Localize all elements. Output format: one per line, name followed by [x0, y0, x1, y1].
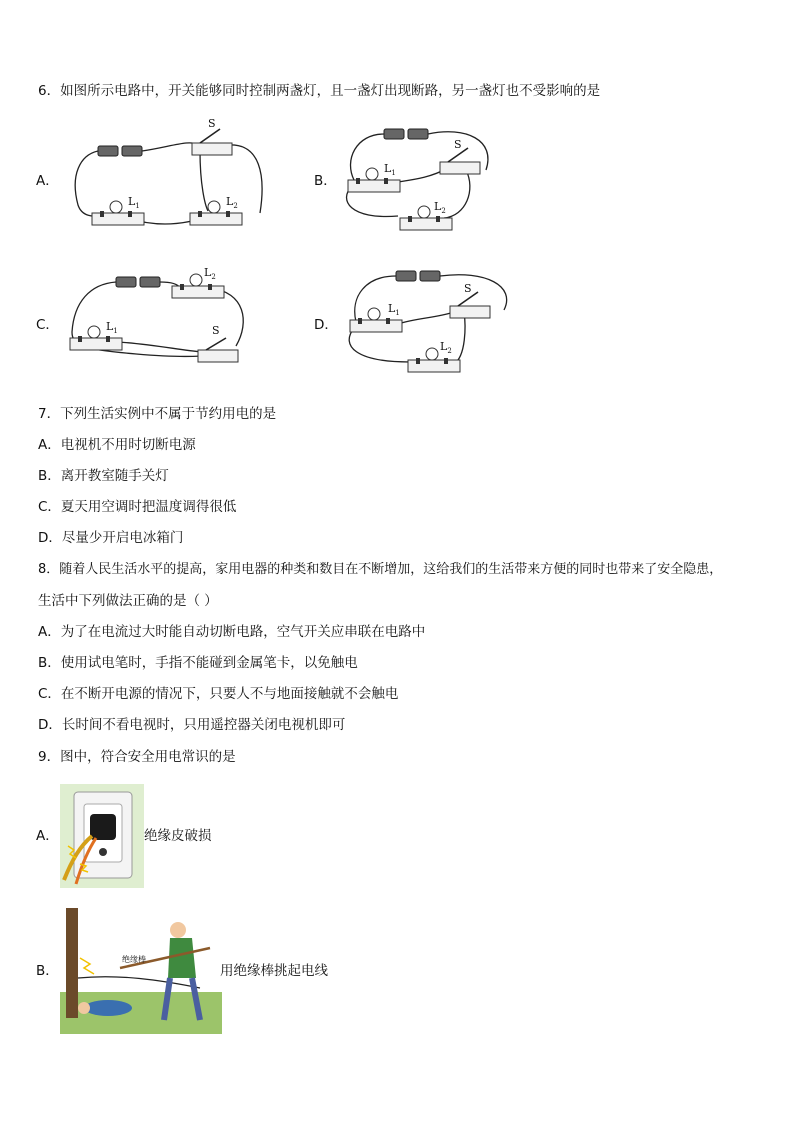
q6-circuit-d [336, 266, 516, 376]
rescue-insulating-rod-picture [60, 908, 222, 1034]
q8-option-c: C．在不断开电源的情况下，只要人不与地面接触就不会触电 [38, 686, 399, 702]
svg-text:S: S [212, 324, 220, 337]
q9-option-b-caption: 用绝缘棒挑起电线 [220, 963, 328, 979]
svg-text:L2: $L_2$ [440, 340, 452, 355]
insulating-rod-label: 绝缘棒 [122, 955, 146, 964]
q8-stem-line2: 生活中下列做法正确的是（ ） [38, 593, 218, 609]
q8-option-b: B．使用试电笔时，手指不能碰到金属笔卡，以免触电 [38, 655, 358, 671]
svg-text:L2: $L_2$ [434, 200, 446, 215]
q9-option-b-label: B． [36, 963, 59, 979]
svg-text:S: S [464, 282, 472, 295]
svg-text:L2: $L_2$ [204, 266, 216, 281]
svg-text:S: S [454, 138, 462, 151]
q9-option-a-label: A． [36, 828, 59, 844]
socket-damaged-insulation-picture [60, 784, 144, 888]
svg-text:L2: $L_2$ [226, 195, 238, 210]
q9-option-a-caption: 绝缘皮破损 [144, 828, 212, 844]
q7-stem: 7．下列生活实例中不属于节约用电的是 [38, 406, 277, 422]
q7-option-b: B．离开教室随手关灯 [38, 468, 169, 484]
svg-text:L1: $L_1$ [384, 162, 396, 177]
q8-option-d: D．长时间不看电视时，只用遥控器关闭电视机即可 [38, 717, 346, 733]
q6-option-a-label: A． [36, 173, 59, 189]
q6-option-d-label: D． [314, 317, 338, 333]
q6-option-c-label: C． [36, 317, 59, 333]
svg-text:L1: $L_1$ [106, 320, 118, 335]
q6-circuit-b [336, 120, 506, 235]
q8-option-a: A．为了在电流过大时能自动切断电路，空气开关应串联在电路中 [38, 624, 426, 640]
q7-option-d: D．尽量少开启电冰箱门 [38, 530, 184, 546]
q7-option-a: A．电视机不用时切断电源 [38, 437, 196, 453]
q8-stem-line1: 8．随着人民生活水平的提高，家用电器的种类和数目在不断增加，这给我们的生活带来方便的同时也带来了安全隐患， [38, 562, 723, 577]
q9-stem: 9．图中，符合安全用电常识的是 [38, 749, 236, 765]
q6-circuit-a [60, 115, 280, 240]
switch-label: S [208, 117, 216, 130]
q6-option-b-label: B． [314, 173, 337, 189]
q6-stem: 6．如图所示电路中，开关能够同时控制两盏灯，且一盏灯出现断路，另一盏灯也不受影响的是 [38, 83, 601, 99]
q7-option-c: C．夏天用空调时把温度调得很低 [38, 499, 237, 515]
q6-circuit-c [60, 262, 270, 372]
svg-text:L1: $L_1$ [128, 195, 140, 210]
svg-text:L1: $L_1$ [388, 302, 400, 317]
